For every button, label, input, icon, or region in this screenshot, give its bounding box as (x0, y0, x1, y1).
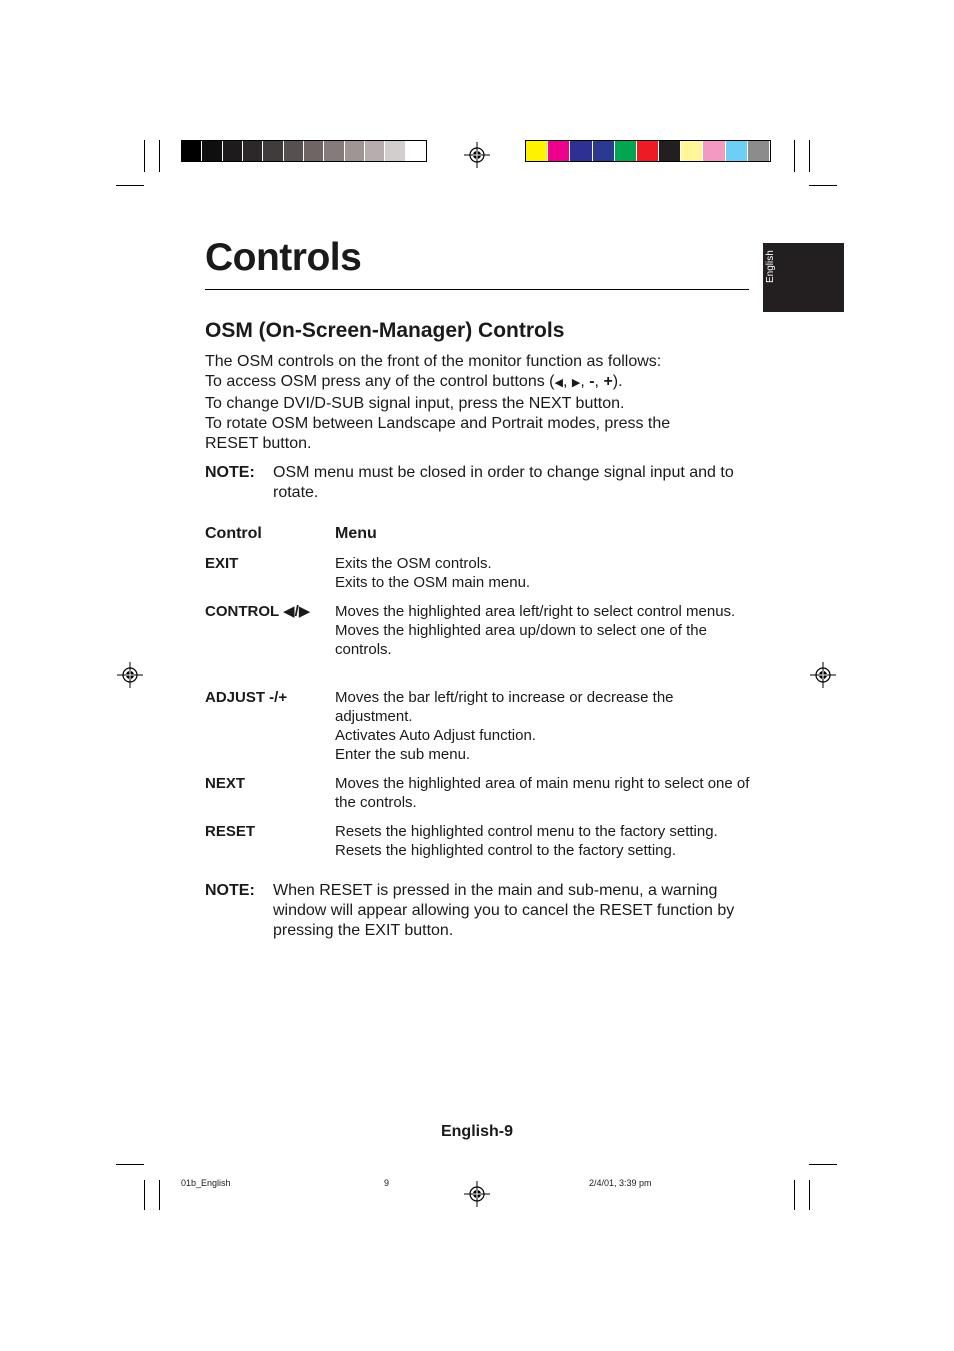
color-swatch (406, 141, 425, 161)
crop-mark (144, 140, 145, 172)
intro-paragraph (205, 352, 765, 454)
registration-mark-icon (117, 662, 143, 688)
intro-line: The OSM controls on the front of the monitor function as follows: (205, 353, 662, 370)
section-title: OSM (On-Screen-Manager) Controls (205, 319, 565, 342)
page-title: Controls (205, 236, 362, 279)
left-arrow-icon: ◀ (554, 377, 563, 390)
registration-mark-icon (464, 142, 490, 168)
registration-mark-icon (464, 1181, 490, 1207)
control-description (335, 554, 755, 592)
description-line: Moves the highlighted area up/down to select one of the controls. (335, 622, 707, 658)
color-swatch (681, 141, 702, 161)
color-swatch (593, 141, 614, 161)
intro-line: To rotate OSM between Landscape and Portrait modes, press the RESET button. (205, 414, 671, 453)
description-line: Enter the sub menu. (335, 746, 471, 763)
right-arrow-icon: ▶ (571, 377, 581, 390)
slug-date: 2/4/01, 3:39 pm (589, 1178, 652, 1188)
intro-line: To access OSM press any of the control buttons (◀, ▶, -, +). (205, 373, 623, 391)
color-swatch (726, 141, 747, 161)
description-line: Activates Auto Adjust function. (335, 727, 536, 744)
title-rule (205, 289, 749, 290)
color-swatch (304, 141, 323, 161)
intro-text: ). (612, 373, 623, 391)
registration-mark-icon (810, 662, 836, 688)
minus-button-label: - (589, 373, 595, 391)
color-swatch (345, 141, 364, 161)
plus-button-label: + (603, 373, 613, 391)
note-text: OSM menu must be closed in order to change signal input and to rotate. (273, 464, 734, 501)
description-line: Resets the highlighted control menu to the factory setting. (335, 823, 718, 840)
crop-mark (809, 1164, 837, 1165)
color-swatch (223, 141, 242, 161)
intro-text: To access OSM press any of the control buttons ( (205, 373, 555, 391)
crop-mark (159, 140, 160, 172)
color-swatch (703, 141, 724, 161)
note-label: NOTE: (205, 464, 255, 481)
color-swatch (526, 141, 547, 161)
color-swatch (748, 141, 769, 161)
column-header-menu: Menu (335, 525, 377, 542)
control-description (335, 822, 755, 860)
description-line: Exits the OSM controls. (335, 555, 492, 572)
description-line: Exits to the OSM main menu. (335, 574, 531, 591)
color-swatch (365, 141, 384, 161)
control-name: EXIT (205, 555, 239, 572)
control-name: CONTROL ◀/▶ (205, 603, 311, 620)
crop-mark (116, 185, 144, 186)
column-header-control: Control (205, 525, 262, 542)
crop-mark (809, 140, 810, 172)
color-swatch (182, 141, 201, 161)
crop-mark (144, 1180, 145, 1210)
control-description (335, 602, 755, 659)
color-swatch (202, 141, 221, 161)
language-tab (763, 243, 844, 312)
crop-mark (794, 140, 795, 172)
note-label: NOTE: (205, 882, 255, 899)
control-name: NEXT (205, 775, 246, 792)
crop-mark (809, 185, 837, 186)
slug-filename: 01b_English (181, 1178, 231, 1188)
description-line: Moves the highlighted area of main menu right to select one of the controls. (335, 775, 750, 811)
color-swatch (243, 141, 262, 161)
control-name: RESET (205, 823, 256, 840)
control-name: ADJUST -/+ (205, 689, 288, 706)
color-swatch (570, 141, 591, 161)
description-line: Moves the highlighted area left/right to select control menus. (335, 603, 736, 620)
crop-mark (809, 1180, 810, 1210)
control-description (335, 688, 755, 764)
slug-page: 9 (384, 1178, 390, 1188)
page-number: English-9 (440, 1123, 513, 1140)
crop-mark (159, 1180, 160, 1210)
description-line: Resets the highlighted control to the factory setting. (335, 842, 677, 859)
color-swatch (263, 141, 282, 161)
color-swatch (284, 141, 303, 161)
intro-line: To change DVI/D-SUB signal input, press the NEXT button. (205, 394, 625, 412)
color-swatch (637, 141, 658, 161)
crop-mark (794, 1180, 795, 1210)
control-description (335, 774, 755, 812)
note-text: When RESET is pressed in the main and sub-menu, a warning window will appear allowing you to cancel the RESET function by pressing the EXIT button. (273, 882, 735, 939)
color-swatch (548, 141, 569, 161)
color-swatch (615, 141, 636, 161)
description-line: Moves the bar left/right to increase or decrease the adjustment. (335, 689, 674, 725)
language-tab-label: English (765, 250, 776, 283)
crop-mark (116, 1164, 144, 1165)
color-swatch (324, 141, 343, 161)
color-swatch (385, 141, 404, 161)
color-swatch (659, 141, 680, 161)
